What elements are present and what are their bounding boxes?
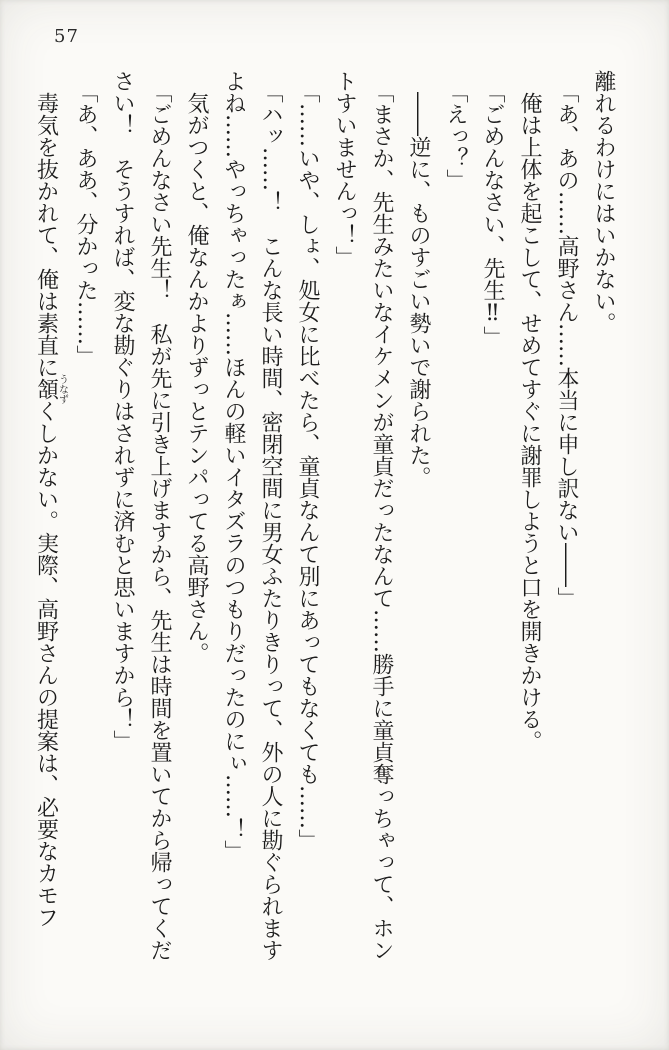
paragraph: 気がつくと、俺なんかよりずっとテンパってる高野さん。 [184, 92, 209, 664]
paragraph: 俺は上体を起こして、せめてすぐに謝罪しようと口を開きかける。 [517, 92, 542, 752]
paragraph: ――逆に、ものすごい勢いで謝られた。 [406, 92, 431, 488]
paragraph: 「えっ？」 [443, 81, 468, 191]
paragraph: 毒気を抜かれて、俺は素直に頷うなずくしかない。実際、高野さんの提案は、必要なカモフ [33, 92, 68, 928]
paragraph: 「まさか、先生みたいなイケメンが童貞だったなんて……勝手に童貞奪っちゃって、ホントすいませんっ！」 [332, 70, 394, 961]
paragraph: 「あ、あの……高野さん……本当に申し訳ない――」 [554, 81, 579, 609]
paragraph: 「ごめんなさい、先生‼」 [480, 81, 505, 348]
paragraph: 「ハッ……！ こんな長い時間、密閉空間に男女ふたりきりって、外の人に勘ぐられますよね……やっちゃったぁ……ほんの軽いイタズラのつもりだったのにぃ……！」 [221, 70, 283, 961]
paragraph: 「……いや、しょ、処女に比べたら、童貞なんて別にあってもなくても……」 [295, 81, 320, 851]
paragraph: 離れるわけにはいかない。 [591, 70, 616, 334]
furigana-ruby: 頷うなず [33, 374, 68, 404]
page-number: 57 [54, 26, 79, 47]
text-body [28, 70, 623, 963]
paragraph: 「あ、ああ、分かった……」 [73, 81, 98, 367]
paragraph: 「ごめんなさい先生！ 私が先に引き上げますから、先生は時間を置いてから帰ってください！ そうすれば、変な勘ぐりはされずに済むと思いますから！」 [110, 70, 172, 961]
